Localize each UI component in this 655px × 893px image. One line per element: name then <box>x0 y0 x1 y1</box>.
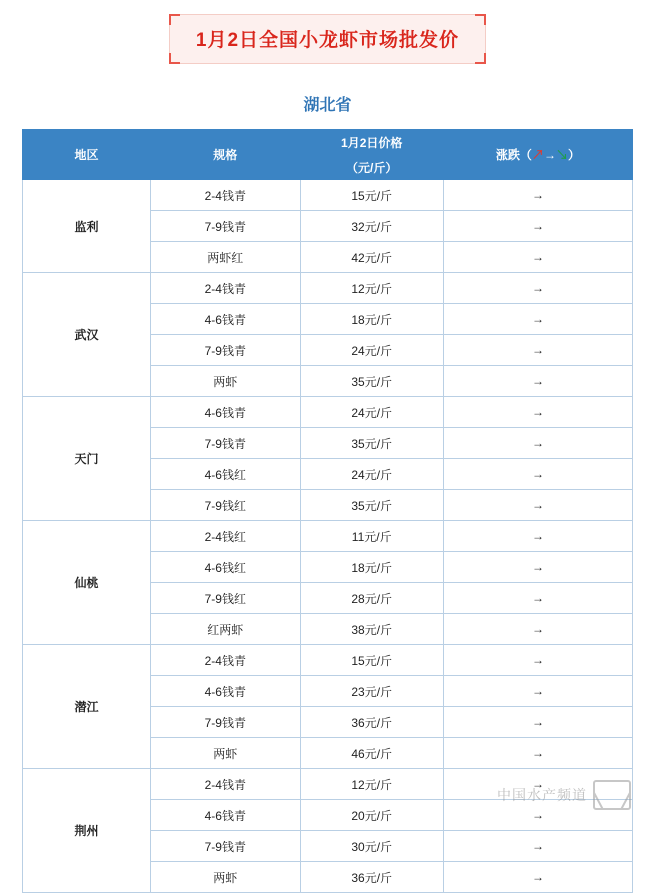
cell-spec: 7-9钱红 <box>151 583 300 614</box>
cell-price: 20元/斤 <box>300 800 443 831</box>
cell-trend: → <box>443 273 632 304</box>
cell-price: 18元/斤 <box>300 304 443 335</box>
cell-spec: 两虾 <box>151 738 300 769</box>
cell-price: 11元/斤 <box>300 521 443 552</box>
cell-spec: 4-6钱青 <box>151 676 300 707</box>
cell-price: 24元/斤 <box>300 459 443 490</box>
column-header-unit: （元/斤） <box>300 155 443 180</box>
column-header-region: 地区 <box>23 130 151 180</box>
cell-trend: → <box>443 521 632 552</box>
banner-corner-top-right-icon <box>475 14 486 25</box>
cell-spec: 两虾红 <box>151 242 300 273</box>
cell-trend: → <box>443 769 632 800</box>
cell-price: 23元/斤 <box>300 676 443 707</box>
table-row <box>23 521 633 552</box>
cell-price: 28元/斤 <box>300 583 443 614</box>
cell-trend: → <box>443 459 632 490</box>
title-banner-area <box>0 0 655 64</box>
trend-label-prefix: 涨跌（ <box>495 148 532 162</box>
cell-price: 35元/斤 <box>300 366 443 397</box>
cell-spec: 2-4钱青 <box>151 645 300 676</box>
cell-trend: → <box>443 490 632 521</box>
cell-spec: 4-6钱红 <box>151 552 300 583</box>
cell-region: 荆州 <box>23 769 151 893</box>
cell-trend: → <box>443 583 632 614</box>
cell-trend: → <box>443 428 632 459</box>
price-table-wrap <box>0 129 655 893</box>
cell-price: 46元/斤 <box>300 738 443 769</box>
cell-spec: 7-9钱青 <box>151 707 300 738</box>
cell-spec: 2-4钱青 <box>151 180 300 211</box>
cell-trend: → <box>443 707 632 738</box>
cell-price: 15元/斤 <box>300 180 443 211</box>
cell-price: 36元/斤 <box>300 707 443 738</box>
cell-spec: 4-6钱青 <box>151 397 300 428</box>
table-row <box>23 645 633 676</box>
cell-trend: → <box>443 676 632 707</box>
watermark-text: 中国水产频道 <box>497 787 587 803</box>
cell-spec: 两虾 <box>151 366 300 397</box>
cell-price: 30元/斤 <box>300 831 443 862</box>
cell-spec: 7-9钱青 <box>151 428 300 459</box>
cell-spec: 7-9钱青 <box>151 211 300 242</box>
column-header-price: 1月2日价格 <box>300 130 443 155</box>
cell-region: 武汉 <box>23 273 151 397</box>
cell-spec: 4-6钱青 <box>151 304 300 335</box>
cell-trend: → <box>443 335 632 366</box>
cell-spec: 两虾 <box>151 862 300 893</box>
cell-region: 仙桃 <box>23 521 151 645</box>
cell-trend: → <box>443 738 632 769</box>
arrow-right-icon: → <box>543 148 556 162</box>
cell-spec: 红两虾 <box>151 614 300 645</box>
cell-price: 12元/斤 <box>300 273 443 304</box>
arrow-down-icon: ↘ <box>555 148 568 162</box>
cell-spec: 2-4钱青 <box>151 273 300 304</box>
cell-price: 35元/斤 <box>300 490 443 521</box>
cell-spec: 7-9钱红 <box>151 490 300 521</box>
column-header-spec: 规格 <box>151 130 300 180</box>
cell-price: 12元/斤 <box>300 769 443 800</box>
cell-trend: → <box>443 862 632 893</box>
cell-spec: 2-4钱青 <box>151 769 300 800</box>
cell-trend: → <box>443 614 632 645</box>
cell-region: 监利 <box>23 180 151 273</box>
banner-corner-top-left-icon <box>169 14 180 25</box>
cell-trend: → <box>443 211 632 242</box>
cell-spec: 7-9钱青 <box>151 335 300 366</box>
table-row <box>23 273 633 304</box>
cell-trend: → <box>443 552 632 583</box>
cell-price: 24元/斤 <box>300 335 443 366</box>
cell-spec: 2-4钱红 <box>151 521 300 552</box>
cell-trend: → <box>443 800 632 831</box>
cell-price: 15元/斤 <box>300 645 443 676</box>
cell-region: 天门 <box>23 397 151 521</box>
cell-price: 38元/斤 <box>300 614 443 645</box>
cell-price: 36元/斤 <box>300 862 443 893</box>
cell-trend: → <box>443 397 632 428</box>
cell-trend: → <box>443 831 632 862</box>
cell-trend: → <box>443 645 632 676</box>
cell-price: 32元/斤 <box>300 211 443 242</box>
cell-price: 24元/斤 <box>300 397 443 428</box>
cell-price: 18元/斤 <box>300 552 443 583</box>
table-body <box>23 180 633 893</box>
column-header-trend <box>443 130 632 180</box>
page-title: 1月2日全国小龙虾市场批发价 <box>195 30 460 51</box>
table-header-row <box>23 130 633 155</box>
cell-spec: 4-6钱青 <box>151 800 300 831</box>
arrow-up-icon: ↗ <box>531 148 544 162</box>
price-table <box>22 129 633 893</box>
trend-label-suffix: ） <box>567 148 580 162</box>
cell-spec: 4-6钱红 <box>151 459 300 490</box>
cell-trend: → <box>443 180 632 211</box>
cell-trend: → <box>443 304 632 335</box>
table-row <box>23 180 633 211</box>
cell-region: 潜江 <box>23 645 151 769</box>
cell-price: 35元/斤 <box>300 428 443 459</box>
table-header <box>23 130 633 180</box>
cell-trend: → <box>443 242 632 273</box>
province-heading: 湖北省 <box>303 97 352 114</box>
cell-spec: 7-9钱青 <box>151 831 300 862</box>
banner-corner-bottom-right-icon <box>475 53 486 64</box>
table-row <box>23 769 633 800</box>
banner-corner-bottom-left-icon <box>169 53 180 64</box>
table-row <box>23 397 633 428</box>
cell-trend: → <box>443 366 632 397</box>
cell-price: 42元/斤 <box>300 242 443 273</box>
title-banner <box>169 14 486 64</box>
